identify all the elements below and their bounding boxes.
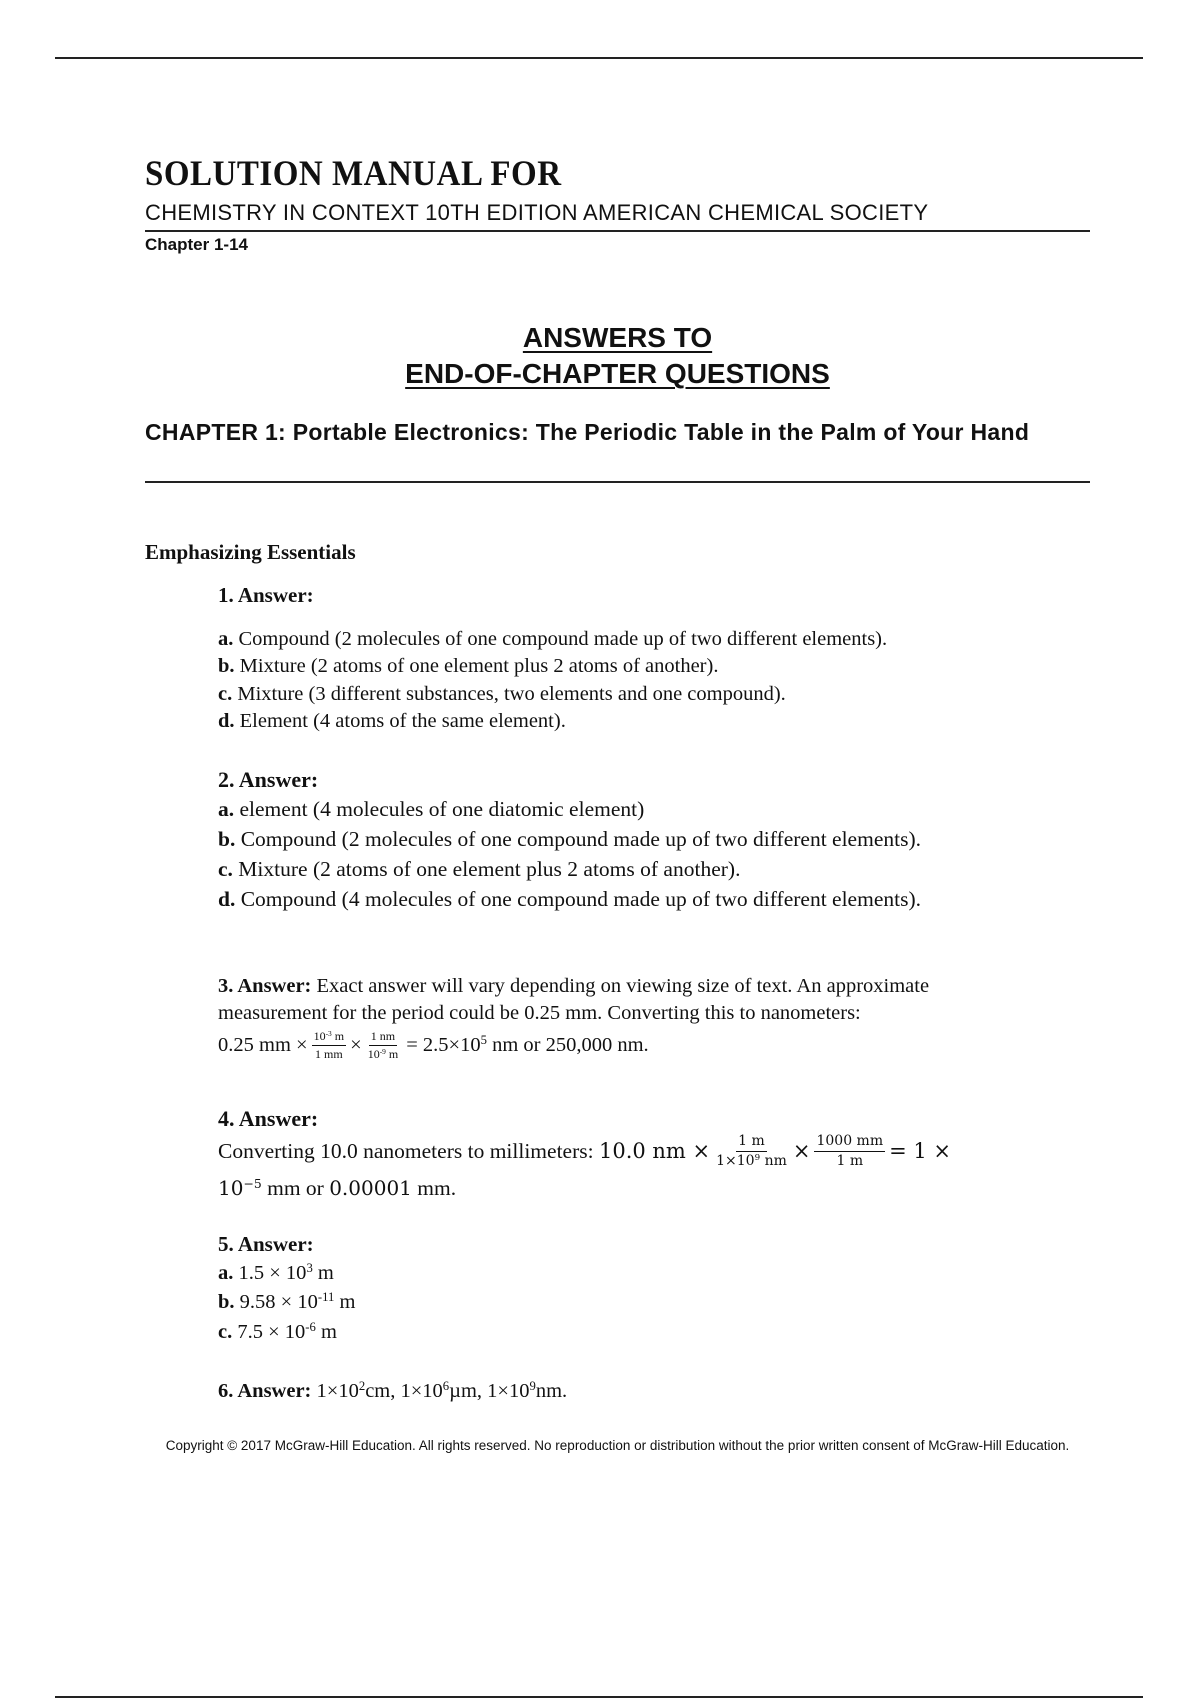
q5-heading: 5. Answer: bbox=[218, 1232, 314, 1256]
section-title: Emphasizing Essentials bbox=[145, 540, 356, 564]
q1-item-c: c. Mixture (3 different substances, two elements and one compound). bbox=[218, 683, 786, 705]
q4-heading: 4. Answer: bbox=[218, 1106, 319, 1131]
q3-fraction-1: $\frac{10^{-3} m}{1 mm}$ bbox=[313, 1028, 345, 1061]
q1-heading: 1. Answer: bbox=[218, 583, 314, 607]
q4-fraction-1: $\frac{1 m}{1\times 10^9 nm}$ bbox=[716, 1133, 787, 1169]
q4-fraction-2: $\frac{1000 mm}{1 m}$ bbox=[816, 1133, 884, 1169]
q2-item-a: a. element (4 molecules of one diatomic element) bbox=[218, 797, 645, 821]
chapter-range: Chapter 1-14 bbox=[145, 235, 248, 254]
answers-heading-line2: END-OF-CHAPTER QUESTIONS bbox=[405, 358, 830, 389]
header-rule bbox=[145, 230, 1090, 232]
q5-item-a: a. $1.5 \times 10^3$ m bbox=[218, 1261, 334, 1284]
q2-item-d: d. Compound (4 molecules of one compound made up of two different elements). bbox=[218, 887, 921, 911]
q3-equation: 0.25 mm × $\frac{10^{-3} m}{1 mm}$ × $\frac{1 nm}{10^{-9} m}$ = $2.5\times 10^5$ nm or 250,000 nm. bbox=[218, 1028, 649, 1061]
q1-item-d: d. Element (4 atoms of the same element). bbox=[218, 710, 566, 732]
q5-item-b: b. $9.58 \times 10^{-11}$ m bbox=[218, 1290, 356, 1313]
q2-heading: 2. Answer: bbox=[218, 767, 319, 792]
bottom-rule bbox=[55, 1696, 1143, 1698]
q4-equation: Converting 10.0 nanometers to millimeters: 10.0 nm × $\frac{1 m}{1\times 10^9 nm}$ × $\frac{1000 mm}{1 m}$ = 1 × bbox=[218, 1133, 952, 1169]
q2-item-b: b. Compound (2 molecules of one compound made up of two different elements). bbox=[218, 827, 921, 851]
q6-answer: 6. Answer: $1\times 10^2cm$, $1\times 10^6\mu m$, $1\times 10^9nm$. bbox=[218, 1379, 568, 1402]
q3-line2: measurement for the period could be 0.25 mm. Converting this to nanometers: bbox=[218, 1002, 861, 1024]
document-title: SOLUTION MANUAL FOR bbox=[145, 155, 562, 194]
q3-fraction-2: $\frac{1 nm}{10^{-9} m}$ bbox=[367, 1029, 399, 1061]
q1-item-a: a. Compound (2 molecules of one compound made up of two different elements). bbox=[218, 628, 888, 650]
top-rule bbox=[55, 57, 1143, 59]
q1-item-b: b. Mixture (2 atoms of one element plus 2 atoms of another). bbox=[218, 655, 719, 677]
q2-item-c: c. Mixture (2 atoms of one element plus 2 atoms of another). bbox=[218, 857, 741, 881]
answers-heading-line1: ANSWERS TO bbox=[522, 322, 713, 353]
chapter-rule bbox=[145, 481, 1090, 483]
chapter-heading: CHAPTER 1: Portable Electronics: The Periodic Table in the Palm of Your Hand bbox=[145, 419, 1030, 445]
copyright-footer: Copyright © 2017 McGraw-Hill Education. All rights reserved. No reproduction or distribution without the prior written consent of McGraw-Hill Education. bbox=[165, 1438, 1070, 1453]
q5-item-c: c. $7.5 \times 10^{-6}$ m bbox=[218, 1320, 337, 1343]
q3-line1: 3. Answer: Exact answer will vary depending on viewing size of text. An approximate bbox=[218, 975, 930, 997]
q4-line2: $10^{-5}$ mm or 0.00001 mm. bbox=[218, 1176, 457, 1200]
document-subtitle: CHEMISTRY IN CONTEXT 10TH EDITION AMERICAN CHEMICAL SOCIETY bbox=[145, 200, 929, 225]
